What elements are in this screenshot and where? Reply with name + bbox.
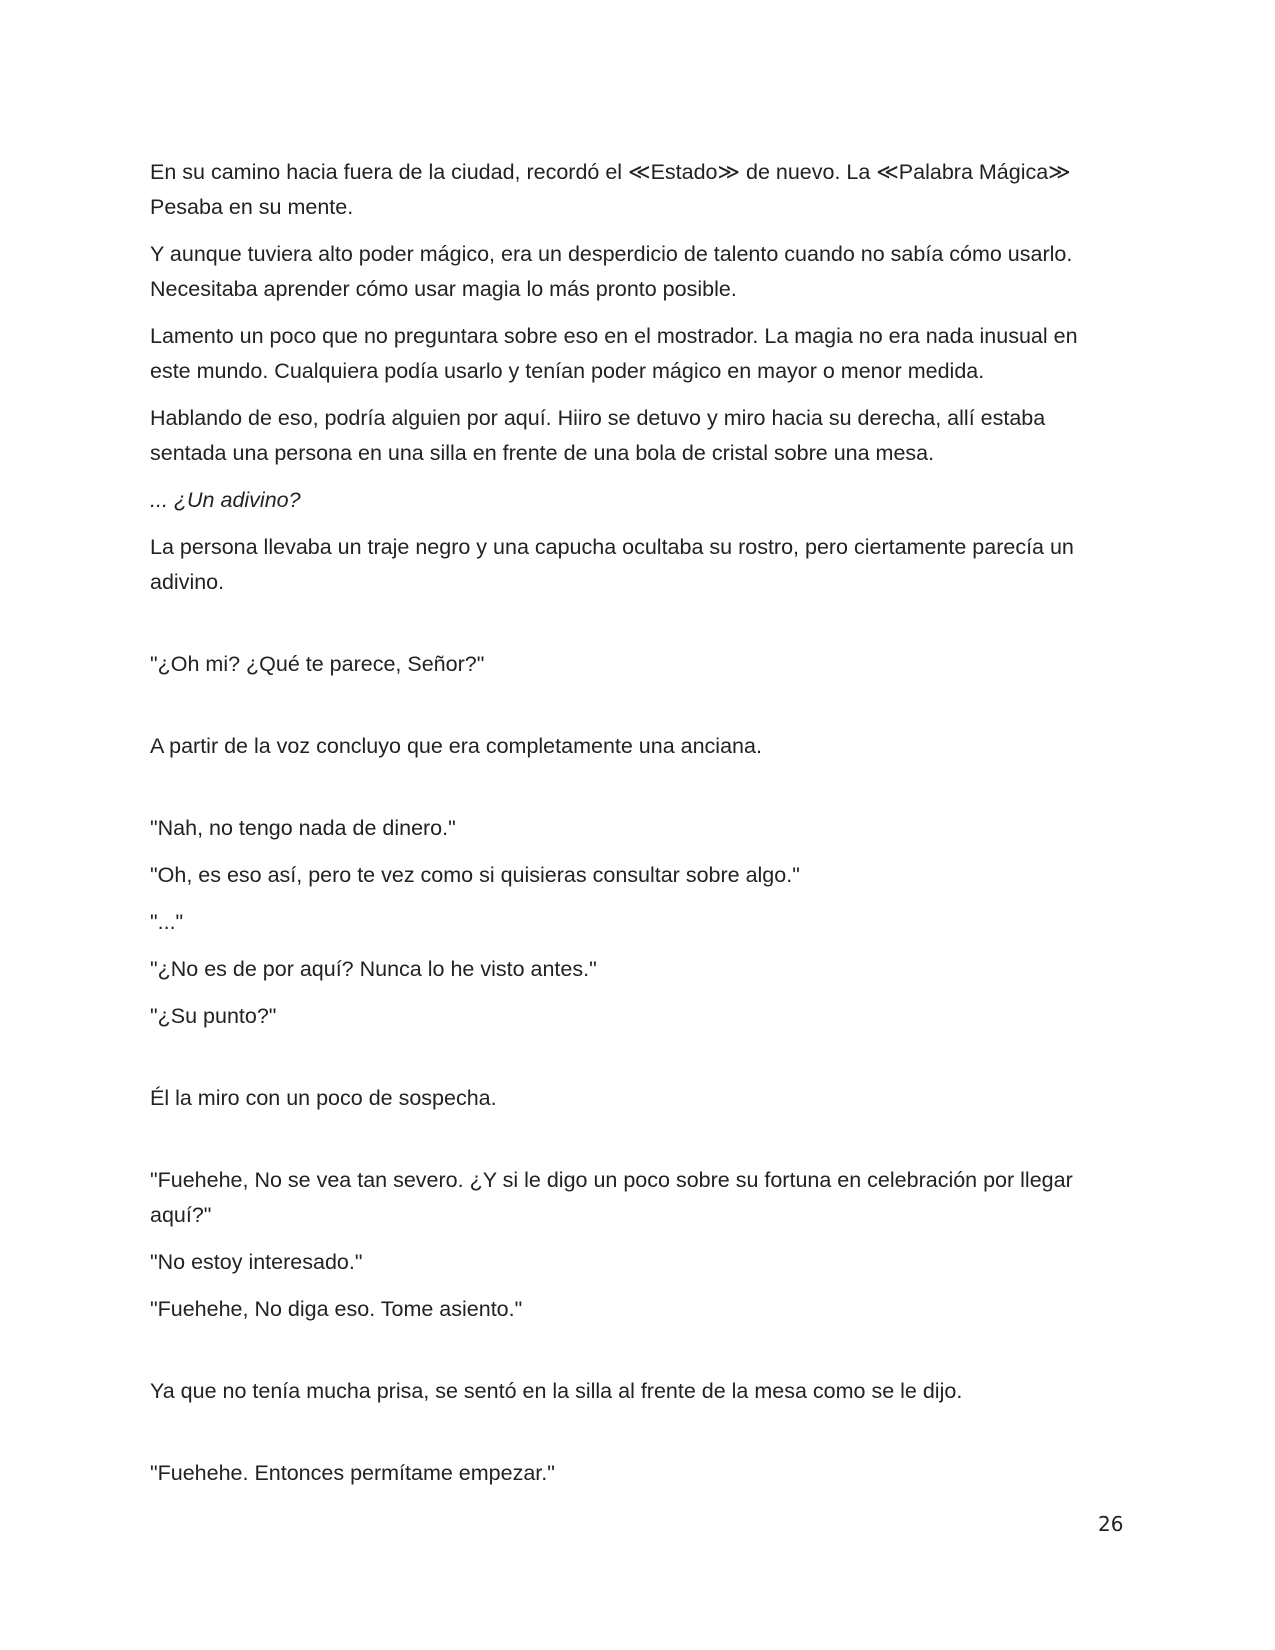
paragraph: "No estoy interesado." bbox=[150, 1250, 363, 1274]
paragraph: Él la miro con un poco de sospecha. bbox=[150, 1086, 497, 1110]
page-number: 26 bbox=[1098, 1512, 1124, 1536]
paragraph: "Nah, no tengo nada de dinero." bbox=[150, 816, 456, 840]
paragraph: En su camino hacia fuera de la ciudad, recordó el ≪Estado≫ de nuevo. La ≪Palabra Mágica≫ Pesaba en su mente. bbox=[150, 160, 1071, 219]
paragraph: "¿Oh mi? ¿Qué te parece, Señor?" bbox=[150, 652, 485, 676]
paragraph: "Fuehehe, No se vea tan severo. ¿Y si le digo un poco sobre su fortuna en celebración por llegar aquí?" bbox=[150, 1168, 1073, 1227]
paragraph: "Fuehehe. Entonces permítame empezar." bbox=[150, 1461, 555, 1485]
paragraph: "¿No es de por aquí? Nunca lo he visto antes." bbox=[150, 957, 597, 981]
paragraph: "Fuehehe, No diga eso. Tome asiento." bbox=[150, 1297, 523, 1321]
paragraph: "Oh, es eso así, pero te vez como si quisieras consultar sobre algo." bbox=[150, 863, 800, 887]
paragraph: ... ¿Un adivino? bbox=[150, 488, 301, 512]
paragraph: Y aunque tuviera alto poder mágico, era un desperdicio de talento cuando no sabía cómo usarlo. Necesitaba aprender cómo usar magia lo más pronto posible. bbox=[150, 242, 1073, 301]
paragraph: "..." bbox=[150, 910, 184, 934]
paragraph: Hablando de eso, podría alguien por aquí. Hiiro se detuvo y miro hacia su derecha, allí estaba sentada una persona en una silla en frente de una bola de cristal sobre una mesa. bbox=[150, 406, 1046, 465]
paragraph: Ya que no tenía mucha prisa, se sentó en la silla al frente de la mesa como se le dijo. bbox=[150, 1379, 963, 1403]
body-text bbox=[150, 155, 1110, 1503]
paragraph: Lamento un poco que no preguntara sobre eso en el mostrador. La magia no era nada inusual en este mundo. Cualquiera podía usarlo y tenían poder mágico en mayor o menor medida. bbox=[150, 324, 1078, 383]
paragraph: La persona llevaba un traje negro y una capucha ocultaba su rostro, pero ciertamente parecía un adivino. bbox=[150, 535, 1074, 594]
paragraph: "¿Su punto?" bbox=[150, 1004, 277, 1028]
paragraph: A partir de la voz concluyo que era completamente una anciana. bbox=[150, 734, 762, 758]
